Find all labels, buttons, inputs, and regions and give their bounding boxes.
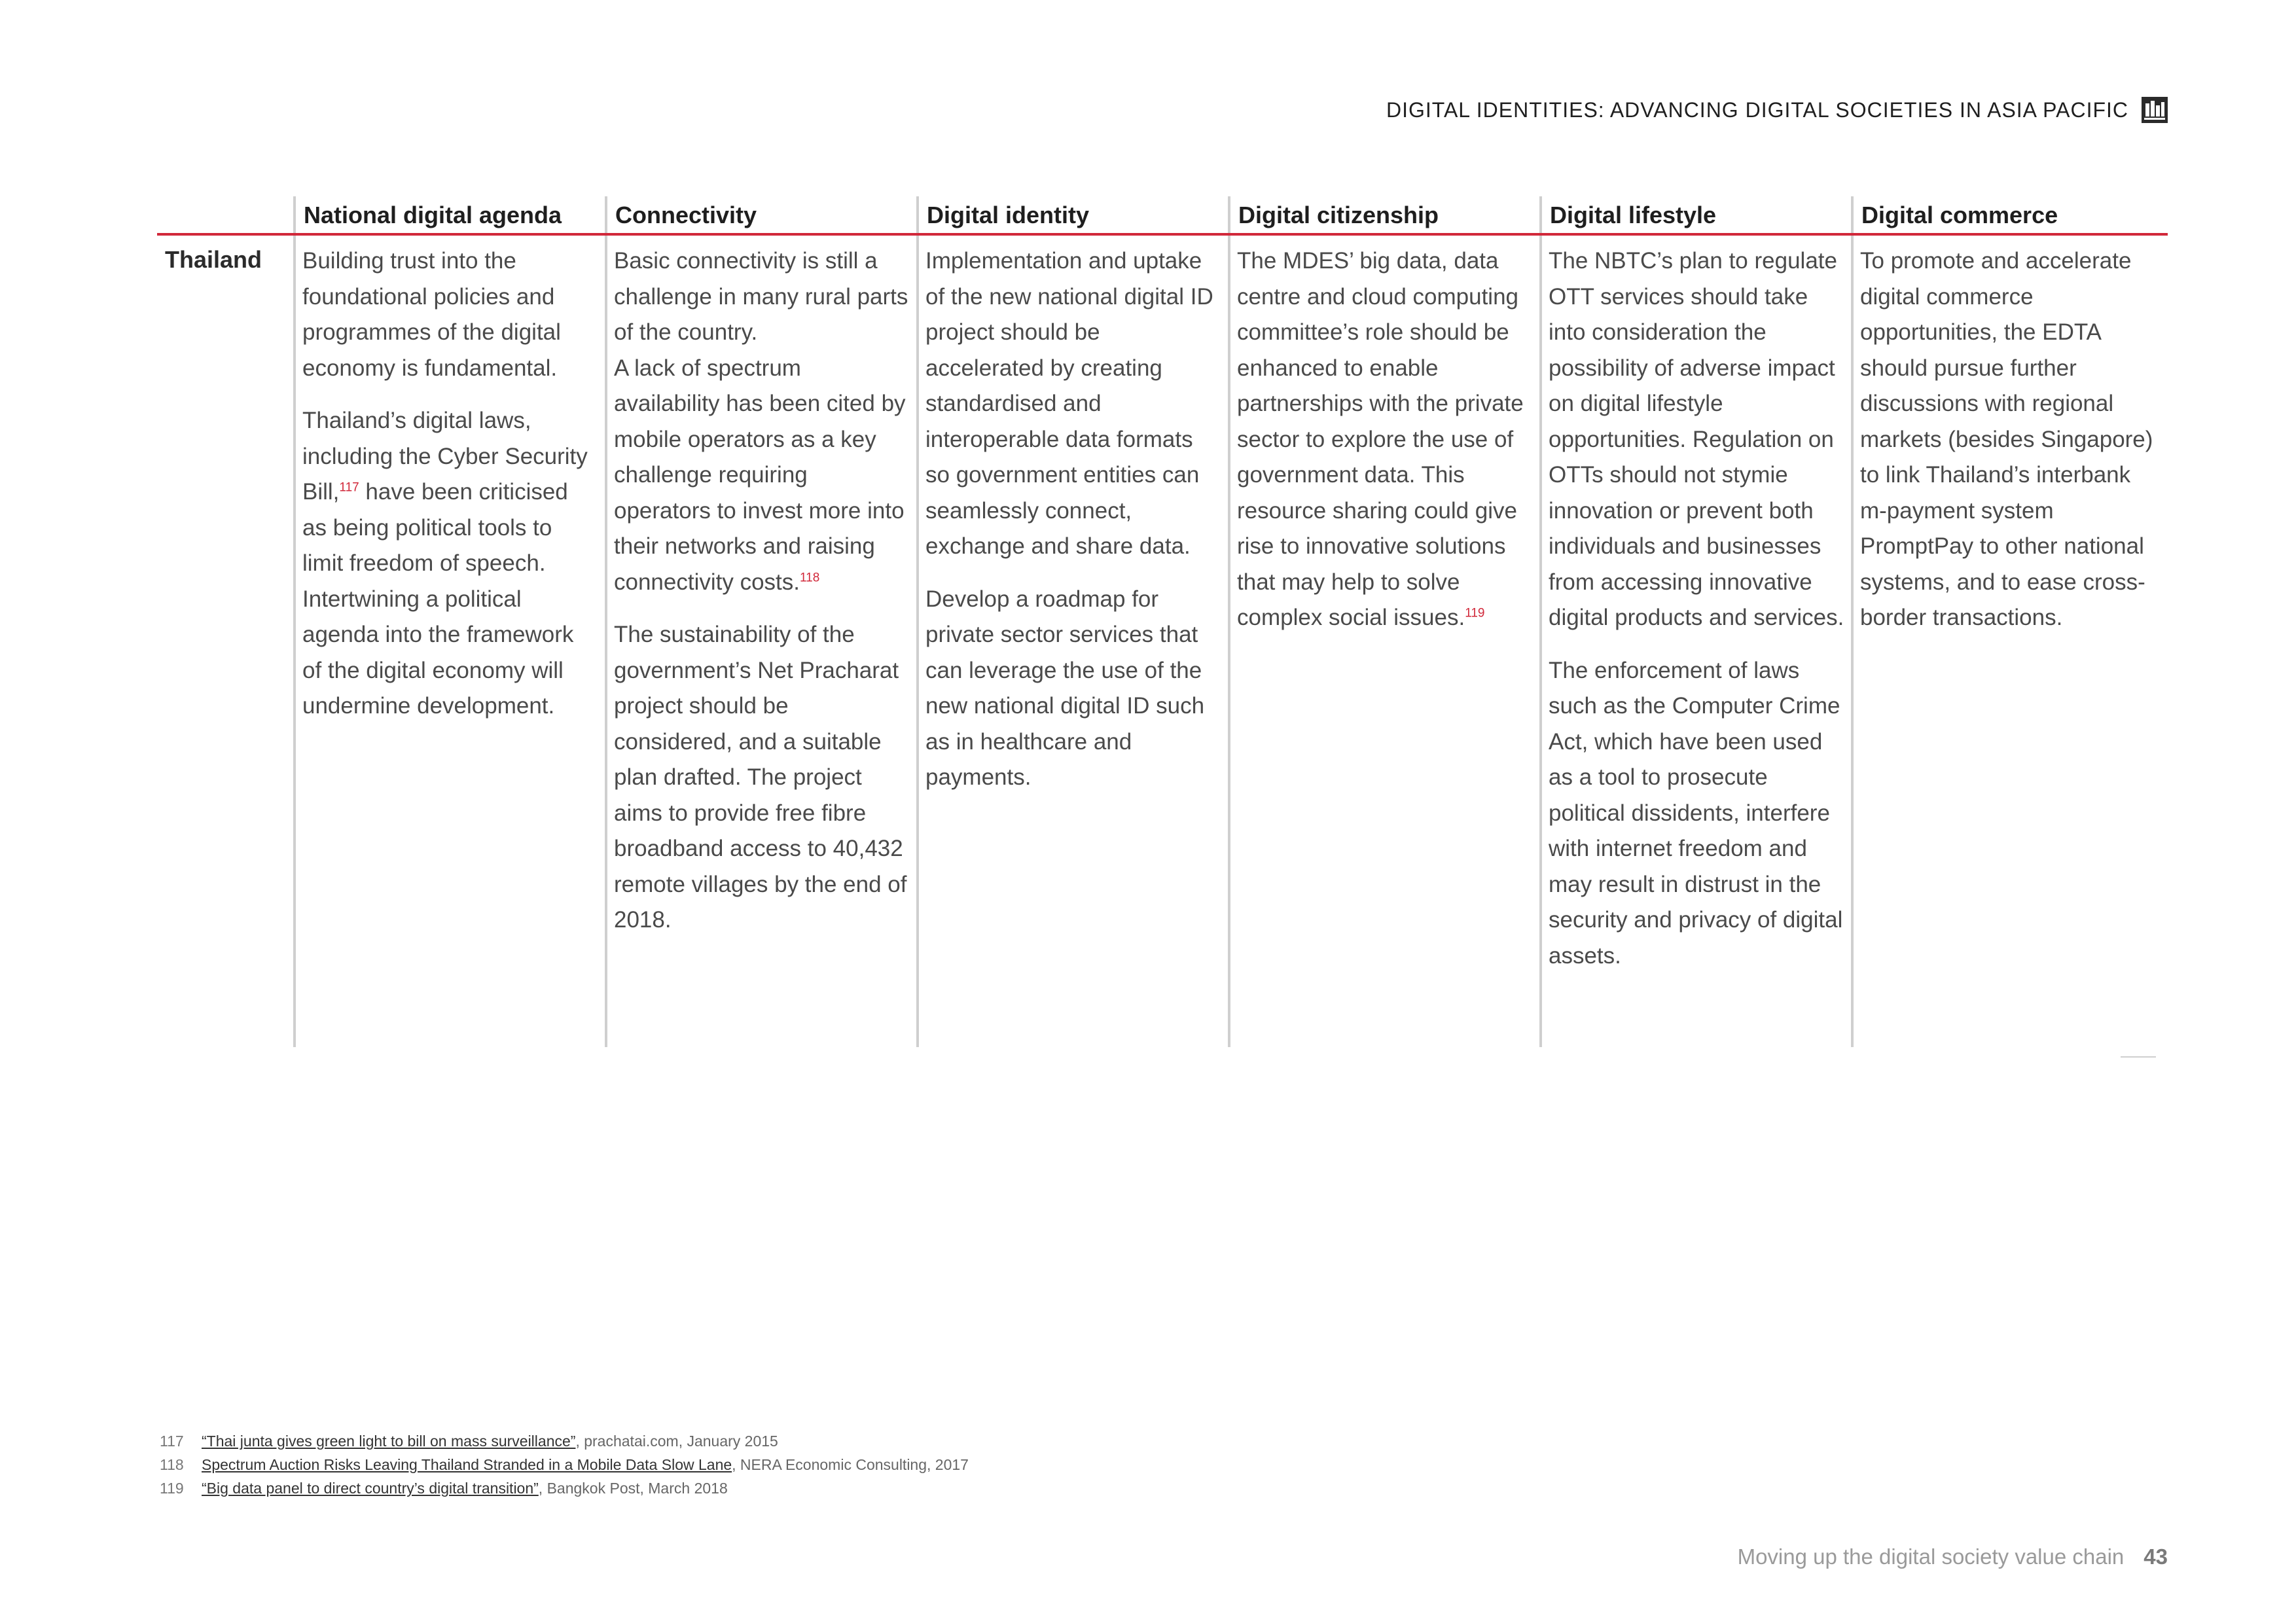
footnote-118 (160, 1453, 969, 1476)
footnote-source: , NERA Economic Consulting, 2017 (732, 1456, 969, 1473)
cell-digital-identity (925, 243, 1223, 813)
cell-paragraph: The sustainability of the government’s Net Pracharat project should be considered, and a suitable plan drafted. The project aims to provide free fibre broadband access to 40,432 remote villages by the end of 2018. (614, 622, 907, 933)
column-divider (916, 236, 919, 1047)
document-title: DIGITAL IDENTITIES: ADVANCING DIGITAL SOCIETIES IN ASIA PACIFIC (1386, 98, 2128, 122)
row-label-thailand: Thailand (165, 246, 262, 273)
cell-paragraph: The NBTC’s plan to regulate OTT services should take into consideration the possibility of adverse impact on digital lifestyle opportunities. Regulation on OTTs should not stymie innovation or prevent both individuals and businesses from accessing innovative digital products and services. (1549, 248, 1844, 630)
cell-text: The MDES’ big data, data centre and cloud computing committee’s role should be enhanced to enable partnerships with the private sector to explore the use of government data. This resource sharing could give rise to innovative solutions that may help to solve complex social issues. (1237, 248, 1524, 630)
footnote-ref-118[interactable]: 118 (800, 570, 820, 584)
section-title: Moving up the digital society value chain (1737, 1544, 2125, 1569)
page-footer (1738, 1544, 2168, 1569)
column-header-digital-lifestyle: Digital lifestyle (1550, 202, 1717, 228)
column-divider (916, 196, 919, 233)
table-header-row (157, 196, 2168, 236)
column-header-digital-citizenship: Digital citizenship (1238, 202, 1439, 228)
footnote-ref-119[interactable]: 119 (1465, 606, 1485, 620)
cell-text: have been criticised as being political tools to limit freedom of speech. Intertwining a political agenda into the framework of the digital economy will undermine development. (302, 479, 574, 719)
footnote-number: 117 (160, 1433, 184, 1450)
footnote-source: , prachatai.com, January 2015 (575, 1433, 778, 1450)
footnote-link[interactable]: Spectrum Auction Risks Leaving Thailand Stranded in a Mobile Data Slow Lane (202, 1456, 732, 1473)
footnote-117 (160, 1429, 969, 1453)
column-divider (293, 196, 296, 233)
column-header-digital-identity: Digital identity (927, 202, 1090, 228)
cell-connectivity (614, 243, 908, 955)
footnotes (160, 1429, 969, 1500)
footnote-number: 119 (160, 1480, 184, 1497)
column-divider (1851, 196, 1854, 233)
column-divider (293, 236, 296, 1047)
cell-paragraph: Develop a roadmap for private sector services that can leverage the use of the new national digital ID such as in healthcare and payments. (925, 586, 1205, 790)
column-divider (605, 196, 607, 233)
table-end-rule (2121, 1056, 2156, 1058)
page-number: 43 (2144, 1544, 2168, 1569)
footnote-number: 118 (160, 1456, 184, 1473)
column-divider (1539, 236, 1542, 1047)
footnote-link[interactable]: “Big data panel to direct country’s digital transition” (202, 1480, 539, 1497)
column-header-digital-commerce: Digital commerce (1861, 202, 2058, 228)
cell-paragraph: The enforcement of laws such as the Computer Crime Act, which have been used as a tool to prosecute political dissidents, interfere with internet freedom and may result in distrust in the security and privacy of digital assets. (1549, 657, 1843, 969)
cell-national-digital-agenda (302, 243, 597, 741)
cell-paragraph (1237, 243, 1535, 636)
cell-paragraph: To promote and accelerate digital commerce opportunities, the EDTA should pursue further discussions with regional markets (besides Singapore) to link Thailand’s interbank m-payment system PromptPay to other national systems, and to ease cross-border transactions. (1860, 248, 2153, 630)
cell-text: Thailand’s digital laws, including the Cyber Security Bill, (302, 408, 588, 505)
table-row-thailand (157, 236, 2168, 1047)
cell-paragraph: Building trust into the foundational policies and programmes of the digital economy is fundamental. (302, 248, 561, 381)
column-divider (1228, 196, 1230, 233)
cell-paragraph: Basic connectivity is still a challenge in many rural parts of the country. (614, 248, 908, 345)
column-divider (1228, 236, 1230, 1047)
column-divider (1539, 196, 1542, 233)
column-header-connectivity: Connectivity (615, 202, 757, 228)
running-header (1386, 97, 2168, 123)
cell-text: A lack of spectrum availability has been cited by mobile operators as a key challenge requiring operators to invest more into their networks and raising connectivity costs. (614, 355, 906, 595)
column-divider (605, 236, 607, 1047)
footnote-source: , Bangkok Post, March 2018 (538, 1480, 728, 1497)
cell-digital-lifestyle (1549, 243, 1846, 991)
cell-digital-commerce (1860, 243, 2161, 653)
cell-paragraph (614, 351, 908, 601)
footnote-119 (160, 1476, 969, 1500)
cell-paragraph (302, 403, 597, 724)
footnote-link[interactable]: “Thai junta gives green light to bill on mass surveillance” (202, 1433, 576, 1450)
recommendations-table (157, 196, 2168, 1047)
gsma-logo-icon (2142, 97, 2168, 123)
footnote-ref-117[interactable]: 117 (339, 480, 359, 495)
column-divider (1851, 236, 1854, 1047)
cell-paragraph: Implementation and uptake of the new national digital ID project should be accelerated by creating standardised and interoperable data formats so government entities can seamlessly connect, exchange and share data. (925, 248, 1213, 559)
column-header-national-digital-agenda: National digital agenda (304, 202, 562, 228)
cell-digital-citizenship (1237, 243, 1535, 653)
